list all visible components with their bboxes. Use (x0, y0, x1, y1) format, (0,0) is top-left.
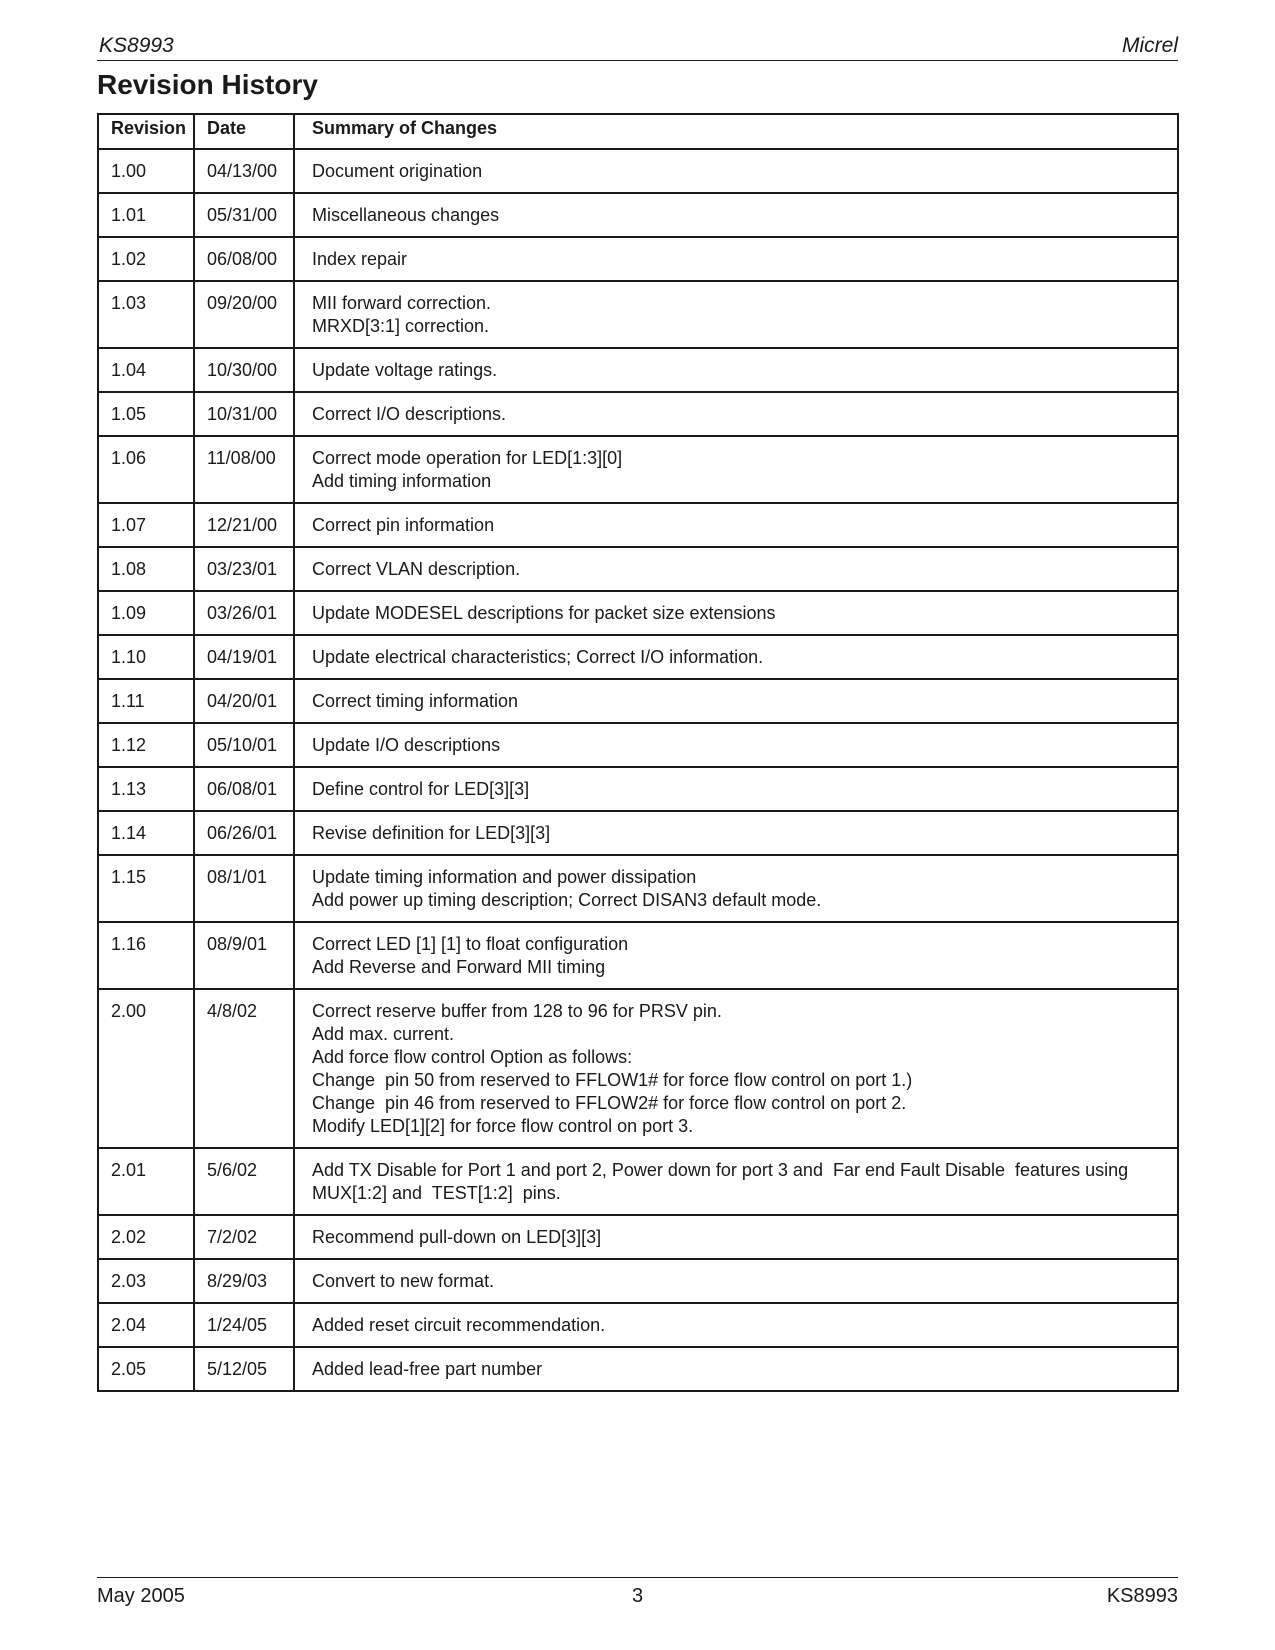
summary-line: MUX[1:2] and TEST[1:2] pins. (312, 1183, 561, 1203)
revision-table-body (98, 149, 1178, 1391)
revision-cell: 1.10 (98, 635, 194, 679)
summary-cell (294, 547, 1178, 591)
date-cell: 11/08/00 (194, 436, 294, 503)
date-cell: 4/8/02 (194, 989, 294, 1148)
summary-line: Change pin 46 from reserved to FFLOW2# for force flow control on port 2. (312, 1093, 907, 1113)
date-cell: 04/19/01 (194, 635, 294, 679)
table-row (98, 811, 1178, 855)
table-row (98, 635, 1178, 679)
date-cell: 06/08/01 (194, 767, 294, 811)
summary-line: Correct pin information (312, 515, 495, 535)
summary-line: Index repair (312, 249, 408, 269)
summary-line: Added reset circuit recommendation. (312, 1315, 606, 1335)
header-company: Micrel (1122, 34, 1178, 57)
page-number: 3 (631, 1585, 644, 1607)
revision-cell: 1.14 (98, 811, 194, 855)
date-cell: 08/9/01 (194, 922, 294, 989)
summary-line: Convert to new format. (312, 1271, 495, 1291)
revision-cell: 1.00 (98, 149, 194, 193)
summary-cell (294, 1215, 1178, 1259)
table-row (98, 392, 1178, 436)
revision-cell: 2.04 (98, 1303, 194, 1347)
column-header-revision: Revision (98, 114, 194, 149)
summary-line: Correct timing information (312, 691, 519, 711)
summary-cell (294, 436, 1178, 503)
revision-cell: 1.05 (98, 392, 194, 436)
summary-line: Document origination (312, 161, 483, 181)
summary-line: Add Reverse and Forward MII timing (312, 957, 606, 977)
summary-line: Update MODESEL descriptions for packet size extensions (312, 603, 776, 623)
revision-cell: 1.09 (98, 591, 194, 635)
date-cell: 05/10/01 (194, 723, 294, 767)
summary-line: Add power up timing description; Correct DISAN3 default mode. (312, 890, 822, 910)
summary-line: Correct mode operation for LED[1:3][0] (312, 448, 623, 468)
revision-cell: 2.02 (98, 1215, 194, 1259)
summary-line: Update I/O descriptions (312, 735, 501, 755)
summary-cell (294, 989, 1178, 1148)
summary-line: MII forward correction. (312, 293, 492, 313)
revision-table (97, 113, 1179, 1392)
revision-cell: 2.01 (98, 1148, 194, 1215)
date-cell: 8/29/03 (194, 1259, 294, 1303)
table-row (98, 348, 1178, 392)
date-cell: 04/13/00 (194, 149, 294, 193)
summary-line: Correct I/O descriptions. (312, 404, 507, 424)
summary-cell (294, 193, 1178, 237)
date-cell: 10/31/00 (194, 392, 294, 436)
revision-cell: 2.05 (98, 1347, 194, 1391)
table-row (98, 503, 1178, 547)
revision-cell: 1.11 (98, 679, 194, 723)
table-row (98, 922, 1178, 989)
revision-cell: 1.02 (98, 237, 194, 281)
footer-date: May 2005 (97, 1585, 185, 1607)
summary-cell (294, 591, 1178, 635)
summary-cell (294, 1347, 1178, 1391)
table-row (98, 193, 1178, 237)
table-row (98, 723, 1178, 767)
footer-part-number: KS8993 (1106, 1585, 1178, 1607)
summary-line: Revise definition for LED[3][3] (312, 823, 551, 843)
revision-cell: 1.15 (98, 855, 194, 922)
date-cell: 03/23/01 (194, 547, 294, 591)
revision-cell: 1.16 (98, 922, 194, 989)
date-cell: 06/26/01 (194, 811, 294, 855)
page-title: Revision History (97, 69, 318, 100)
summary-line: Update timing information and power dissipation (312, 867, 697, 887)
summary-line: Add TX Disable for Port 1 and port 2, Power down for port 3 and Far end Fault Disable features using (312, 1160, 1129, 1180)
summary-cell (294, 767, 1178, 811)
date-cell: 10/30/00 (194, 348, 294, 392)
summary-cell (294, 922, 1178, 989)
date-cell: 05/31/00 (194, 193, 294, 237)
revision-cell: 1.06 (98, 436, 194, 503)
header-part-number: KS8993 (99, 34, 174, 57)
summary-cell (294, 1303, 1178, 1347)
summary-line: Update electrical characteristics; Correct I/O information. (312, 647, 764, 667)
header-divider (97, 60, 1178, 61)
summary-line: MRXD[3:1] correction. (312, 316, 490, 336)
revision-cell: 1.08 (98, 547, 194, 591)
summary-cell (294, 237, 1178, 281)
revision-cell: 2.00 (98, 989, 194, 1148)
summary-cell (294, 811, 1178, 855)
summary-line: Added lead-free part number (312, 1359, 543, 1379)
table-row (98, 1259, 1178, 1303)
column-header-date: Date (194, 114, 294, 149)
summary-cell (294, 281, 1178, 348)
table-row (98, 1148, 1178, 1215)
summary-cell (294, 149, 1178, 193)
table-row (98, 679, 1178, 723)
date-cell: 04/20/01 (194, 679, 294, 723)
table-row (98, 1303, 1178, 1347)
table-row (98, 989, 1178, 1148)
summary-cell (294, 723, 1178, 767)
summary-cell (294, 855, 1178, 922)
date-cell: 5/12/05 (194, 1347, 294, 1391)
summary-line: Change pin 50 from reserved to FFLOW1# for force flow control on port 1.) (312, 1070, 913, 1090)
summary-cell (294, 679, 1178, 723)
revision-cell: 1.03 (98, 281, 194, 348)
date-cell: 5/6/02 (194, 1148, 294, 1215)
revision-cell: 1.04 (98, 348, 194, 392)
summary-line: Add timing information (312, 471, 492, 491)
date-cell: 09/20/00 (194, 281, 294, 348)
summary-line: Update voltage ratings. (312, 360, 498, 380)
revision-cell: 1.13 (98, 767, 194, 811)
summary-cell (294, 503, 1178, 547)
summary-line: Correct LED [1] [1] to float configuration (312, 934, 629, 954)
summary-cell (294, 348, 1178, 392)
summary-cell (294, 392, 1178, 436)
date-cell: 1/24/05 (194, 1303, 294, 1347)
table-row (98, 767, 1178, 811)
summary-line: Correct reserve buffer from 128 to 96 for PRSV pin. (312, 1001, 722, 1021)
date-cell: 12/21/00 (194, 503, 294, 547)
summary-line: Define control for LED[3][3] (312, 779, 530, 799)
table-row (98, 237, 1178, 281)
date-cell: 7/2/02 (194, 1215, 294, 1259)
date-cell: 08/1/01 (194, 855, 294, 922)
date-cell: 03/26/01 (194, 591, 294, 635)
table-row (98, 436, 1178, 503)
table-row (98, 1215, 1178, 1259)
table-row (98, 591, 1178, 635)
table-header-row (98, 114, 1178, 149)
summary-line: Recommend pull-down on LED[3][3] (312, 1227, 602, 1247)
table-row (98, 281, 1178, 348)
revision-cell: 1.01 (98, 193, 194, 237)
footer-divider (97, 1577, 1178, 1578)
column-header-summary: Summary of Changes (294, 114, 1178, 149)
revision-cell: 2.03 (98, 1259, 194, 1303)
summary-cell (294, 1148, 1178, 1215)
table-row (98, 547, 1178, 591)
revision-cell: 1.07 (98, 503, 194, 547)
summary-cell (294, 635, 1178, 679)
summary-cell (294, 1259, 1178, 1303)
summary-line: Add max. current. (312, 1024, 455, 1044)
table-row (98, 149, 1178, 193)
table-row (98, 1347, 1178, 1391)
summary-line: Add force flow control Option as follows: (312, 1047, 633, 1067)
summary-line: Modify LED[1][2] for force flow control on port 3. (312, 1116, 694, 1136)
table-row (98, 855, 1178, 922)
date-cell: 06/08/00 (194, 237, 294, 281)
revision-cell: 1.12 (98, 723, 194, 767)
summary-line: Miscellaneous changes (312, 205, 500, 225)
summary-line: Correct VLAN description. (312, 559, 521, 579)
